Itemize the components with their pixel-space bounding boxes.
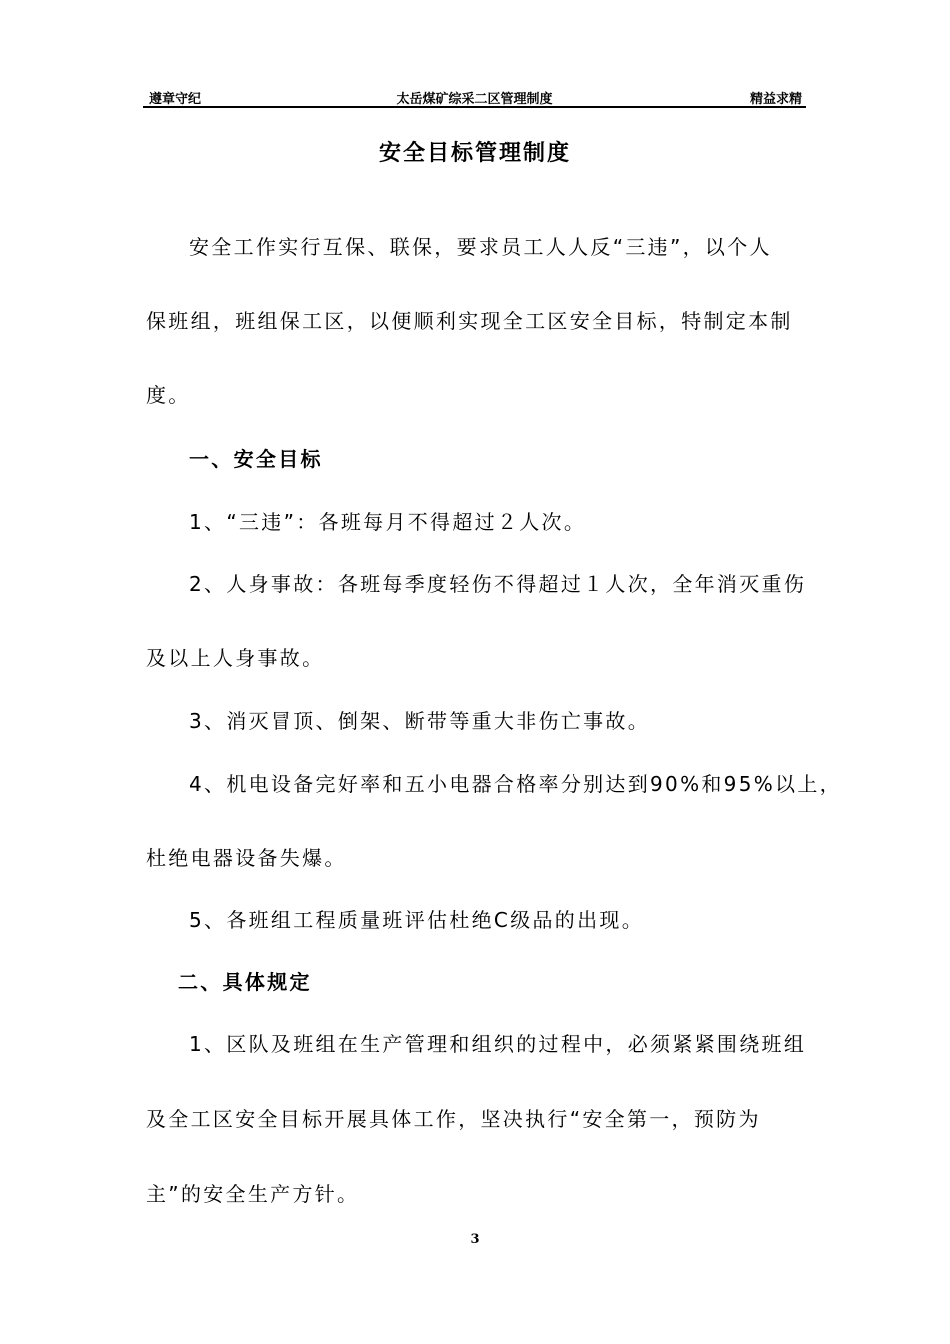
header-center-text: 太岳煤矿综采二区管理制度 (396, 92, 553, 107)
list-item-2-1: 1、区队及班组在生产管理和组织的过程中，必须紧紧围绕班组 (189, 1032, 807, 1056)
page-number: 3 (470, 1232, 480, 1247)
intro-line-3: 度。 (146, 383, 191, 407)
section-heading-2: 二、具体规定 (178, 970, 312, 994)
list-item-2-1-cont-2: 主”的安全生产方针。 (146, 1182, 360, 1206)
list-item-2-1-cont-1: 及全工区安全目标开展具体工作，坚决执行“安全第一，预防为 (146, 1107, 761, 1131)
page-header (143, 86, 806, 106)
document-title: 安全目标管理制度 (378, 141, 571, 166)
intro-line-1: 安全工作实行互保、联保，要求员工人人反“三违”，以个人 (189, 235, 772, 259)
list-item-1-3: 3、消灭冒顶、倒架、断带等重大非伤亡事故。 (189, 709, 651, 733)
list-item-1-5: 5、各班组工程质量班评估杜绝C级品的出现。 (189, 908, 644, 932)
list-item-1-1: 1、“三违”：各班每月不得超过２人次。 (189, 510, 587, 534)
list-item-1-4-cont: 杜绝电器设备失爆。 (146, 846, 347, 870)
list-item-1-2: 2、人身事故：各班每季度轻伤不得超过１人次，全年消灭重伤 (189, 572, 807, 596)
list-item-1-4: 4、机电设备完好率和五小电器合格率分别达到90%和95%以上， (189, 772, 842, 796)
header-divider (143, 106, 806, 108)
list-item-1-2-cont: 及以上人身事故。 (146, 646, 325, 670)
intro-line-2: 保班组，班组保工区，以便顺利实现全工区安全目标，特制定本制 (146, 309, 793, 333)
header-right-text: 精益求精 (749, 92, 802, 107)
section-heading-1: 一、安全目标 (189, 447, 323, 471)
header-left-text: 遵章守纪 (149, 92, 202, 107)
